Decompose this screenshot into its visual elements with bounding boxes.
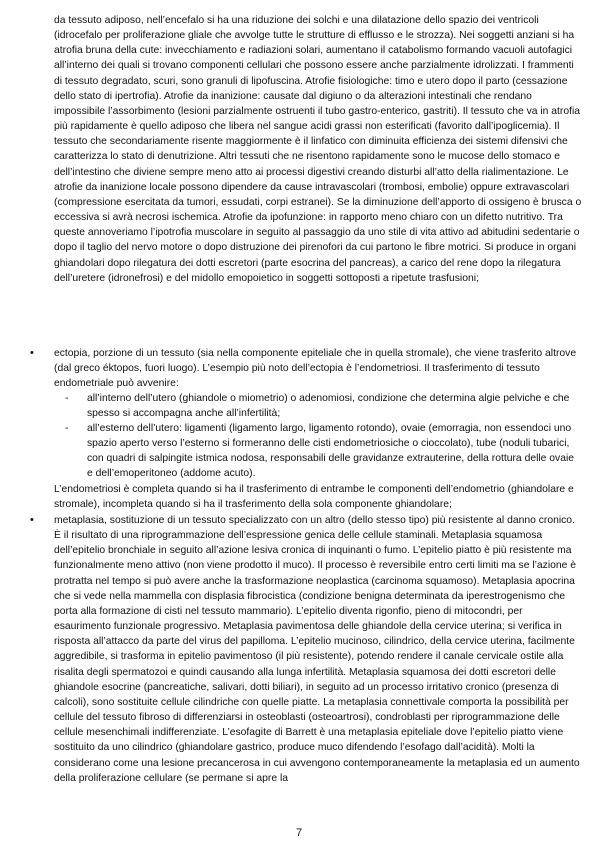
ectopia-paragraph: ectopia, porzione di un tessuto (sia nella componente epiteliale che in quella stromale), che viene trasferito altrove (dal greco éktopos, fuori luogo). L’esempio più noto dell’ectopia è l’endometriosi. Il trasferimento di tessuto endometriale può avvenire: (54, 348, 577, 390)
atrofia-continuation-paragraph: da tessuto adiposo, nell’encefalo si ha una riduzione dei solchi e una dilatazione dello spazio dei ventricoli (idrocefalo per proliferazione gliale che avvolge tutte le strutture di efflusso e le strozza). Nei soggetti anziani si ha atrofia bruna della cute: invecchiamento e radiazioni solari, aumentano il catabolismo formando vacuoli autofagici all’interno dei quali si trovano componenti cellulari che possono essere anche parzialmente idrolizzati. I frammenti di tessuto degradato, scuri, sono granuli di lipofuscina. Atrofie fisiologiche: timo e utero dopo il parto (cessazione dello stato di ipertrofia). Atrofie da inanizione: causate dal digiuno o da alterazioni intestinali che rendano impossibile l’assorbimento (lesioni parzialmente ostruenti il tubo gastro-enterico, gastriti). Il tessuto che va in atrofia più rapidamente è quello adiposo che libera nel sangue acidi grassi non esterificati (favorito dall’ipoglicemia). Il tessuto che secondariamente risente maggiormente è il linfatico con diminuita efficienza dei sistemi difensivi che caratterizza lo stato di denutrizione. Altri tessuti che ne risentono rapidamente sono le mucose dello stomaco e dell’intestino che diviene sempre meno atto ai processi digestivi creando disturbi all’atto della rialimentazione. Le atrofie da inanizione locale possono dipendere da cause intravascolari (trombosi, embolie) oppure extravascolari (compressione esercitata da tumori, essudati, corpi estranei). Se la diminuzione dell’apporto di ossigeno è brusca o eccessiva si avrà necrosi ischemica. Atrofie da ipofunzione: in rapporto meno chiaro con un difetto nutritivo. Tra queste annoveriamo l’ipotrofia muscolare in seguito al passaggio da uno stile di vita attivo ad abitudini sedentarie o dopo il taglio del nervo motore o dopo distruzione dei pirenofori da cui partono le fibre motrici. Si produce in organi ghiandolari dopo rilegatura dei dotti escretori (parte esocrina del pancreas), a carico del rene dopo la rilegatura dell’uretere (idronefrosi) e del midollo emopoietico in soggetti sottoposti a ripetute trasfusioni; (54, 15, 582, 284)
endometriosi-paragraph: L’endometriosi è completa quando si ha il trasferimento di entrambe le componenti dell’endometrio (ghiandolare e stromale), incompleta quando si ha il trasferimento della sola componente ghiandolare; (54, 484, 574, 511)
dash-icon: - (65, 423, 69, 434)
bullet-icon: • (30, 514, 34, 526)
page-number: 7 (295, 827, 303, 839)
ectopia-inside-uterus-text: all’interno dell’utero (ghiandole o miometrio) o adenomiosi, condizione che determina algie pelviche e che spesso si accompagna anche all’infertilità; (87, 393, 570, 420)
dash-icon: - (65, 393, 69, 404)
bullet-icon: • (30, 347, 34, 359)
ectopia-outside-uterus-text: all’esterno dell’utero: ligamenti (ligamento largo, ligamento rotondo), ovaie (emorragia, non essendoci uno spazio aperto verso l’esterno si formeranno delle cisti endometriosiche o cioccolato), tube (noduli tubarici, con quadri di salpingite istmica nodosa, responsabili delle gravidanze extrauterine, della rottura delle ovaie e dell’emoperitoneo (addome acuto). (87, 423, 575, 480)
metaplasia-paragraph: metaplasia, sostituzione di un tessuto specializzato con un altro (dello stesso tipo) più resistente al danno cronico. È il risultato di una riprogrammazione dell’espressione genica delle cellule staminali. Metaplasia squamosa dell’epitelio bronchiale in seguito all’azione lesiva cronica di inquinanti o fumo. L’epitelio piatto è più resistente ma funzionalmente meno attivo (non viene prodotto il muco). Il processo è reversibile entro certi limiti ma se l’azione è protratta nel tempo si può avere anche la trasformazione neoplastica (carcinoma squamoso). Metaplasia apocrina che si vede nella mammella con displasia fibrocistica (condizione benigna determinata da iperestrogenismo che porta alla formazione di cisti nel tessuto mammario). L’epitelio diventa rigonfio, pieno di mitocondri, per esaurimento funzionale progressivo. Metaplasia pavimentosa delle ghiandole della cervice uterina; si verifica in risposta all’attacco da parte del virus del papilloma. L’epitelio mucinoso, cilindrico, della cervice uterina, facilmente aggredibile, si trasforma in epitelio pavimentoso (il più resistente), potendo rendere il canale cervicale ostile alla risalita degli spermatozoi e quindi causando alla lunga infertilità. Metaplasia squamosa dei dotti escretori delle ghiandole esocrine (pancreatiche, salivari, dotti biliari), in seguito ad un processo irritativo cronico (presenza di calcoli), sono sostituite cellule cilindriche con quelle piatte. La metaplasia connettivale comporta la possibilità per cellule del tessuto fibroso di differenziarsi in osteoblasti (osteoartrosi), condroblasti per riprogrammazione delle cellule mesenchimali indifferenziate. L’esofagite di Barrett è una metaplasia epiteliale dove l’epitelio piatto viene sostituito da uno cilindrico (ghiandolare gastrico, produce muco difendendo l’esofago dall’acidità). Molti la considerano come una lesione precancerosa in cui avvengono contemporaneamente la metaplasia ed un aumento della proliferazione cellulare (se permane si apre la (54, 515, 580, 784)
